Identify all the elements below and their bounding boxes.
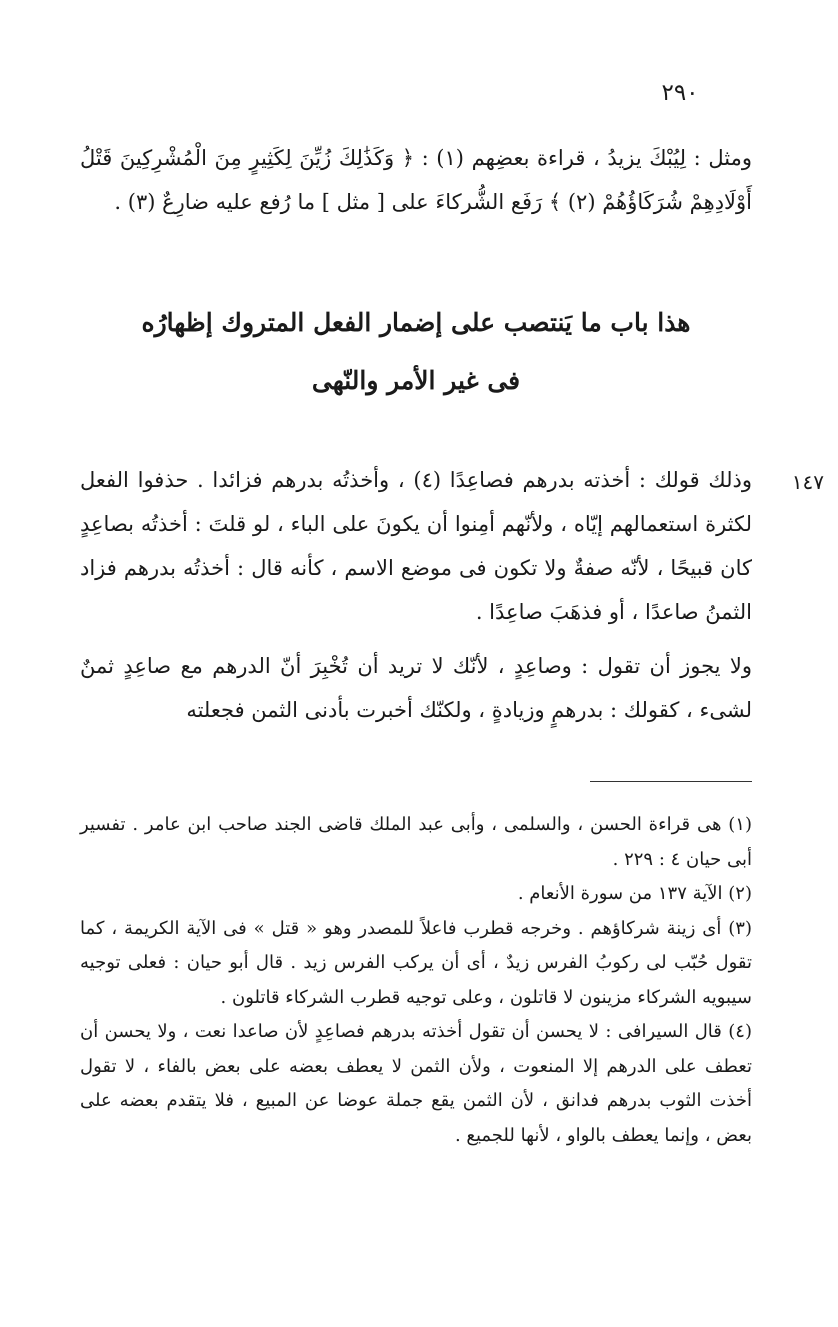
footnote-divider xyxy=(590,781,752,782)
footnote-1: (١) هى قراءة الحسن ، والسلمى ، وأبى عبد الملك قاضى الجند صاحب ابن عامر . تفسير أبى حيان ٤ : ٢٢٩ . xyxy=(80,814,752,870)
body-paragraph-1: وذلك قولك : أخذته بدرهم فصاعِدًا (٤) ، وأخذتُه بدرهم فزائدا . حذفوا الفعل لكثرة استعمالهم إيّاه ، ولأنّهم أمِنوا أن يكونَ على الباء ، لو قلتَ : أخذتُه بصاعِدٍ كان قبيحًا ، لأنّه صفةٌ ولا تكون فى موضع الاسم ، كأنه قال : أخذتُه بدرهم فزاد الثمنُ صاعدًا ، أو فذهَبَ صاعِدًا . xyxy=(80,468,752,624)
body-paragraph-2: ولا يجوز أن تقول : وصاعِدٍ ، لأنّك لا تريد أن تُخْبِرَ أنّ الدرهم مع صاعِدٍ ثمنٌ لشىء ، كقولك : بدرهمٍ وزيادةٍ ، ولكنّك أخبرت بأدنى الثمن فجعلته xyxy=(80,654,752,722)
chapter-subheading: فى غير الأمر والنّهى xyxy=(311,366,521,395)
footnotes xyxy=(80,808,752,1153)
chapter-heading: هذا باب ما يَنتصب على إضمار الفعل المتروك إظهارُه xyxy=(141,308,691,337)
footnote-3: (٣) أى زينة شركاؤهم . وخرجه قطرب فاعلاً للمصدر وهو « قتل » فى الآية الكريمة ، كما تقول حُبّب لى ركوبُ الفرس زيدٌ ، أى أن يركب الفرس زيد . قال أبو حيان : فعلى توجيه سيبويه الشركاء مزينون لا قاتلون ، وعلى توجيه قطرب الشركاء قاتلون . xyxy=(80,917,752,1008)
page-number: ٢٩٠ xyxy=(661,80,699,106)
intro-paragraph: ومثل : لِيُبْكَ يزيدُ ، قراءة بعضِهم (١) : ﴿ وَكَذَٰلِكَ زُيِّنَ لِكَثِيرٍ مِنَ الْمُشْرِكِينَ قَتْلُ أَوْلَادِهِمْ شُرَكَاؤُهُمْ (٢) ﴾ رَفَع الشُّركاءَ على [ مثل ] ما رُفع عليه ضارِعٌ (٣) . xyxy=(80,146,752,214)
footnote-2: (٢) الآية ١٣٧ من سورة الأنعام . xyxy=(517,883,752,904)
footnote-4: (٤) قال السيرافى : لا يحسن أن تقول أخذته بدرهم فصاعِدٍ لأن صاعدا نعت ، ولا يحسن أن تعطف على الدرهم إلا المنعوت ، ولأن الثمن لا يعطف بعضه على بعض بالفاء ، لا تقول أخذت الثوب بدرهم فدانق ، لأن الثمن يقع جملة عوضا عن المبيع ، فلا يتقدم بعضه على بعض ، وإنما يعطف بالواو ، لأنها للجميع . xyxy=(80,1021,752,1146)
margin-number: ١٤٧ xyxy=(791,470,824,494)
